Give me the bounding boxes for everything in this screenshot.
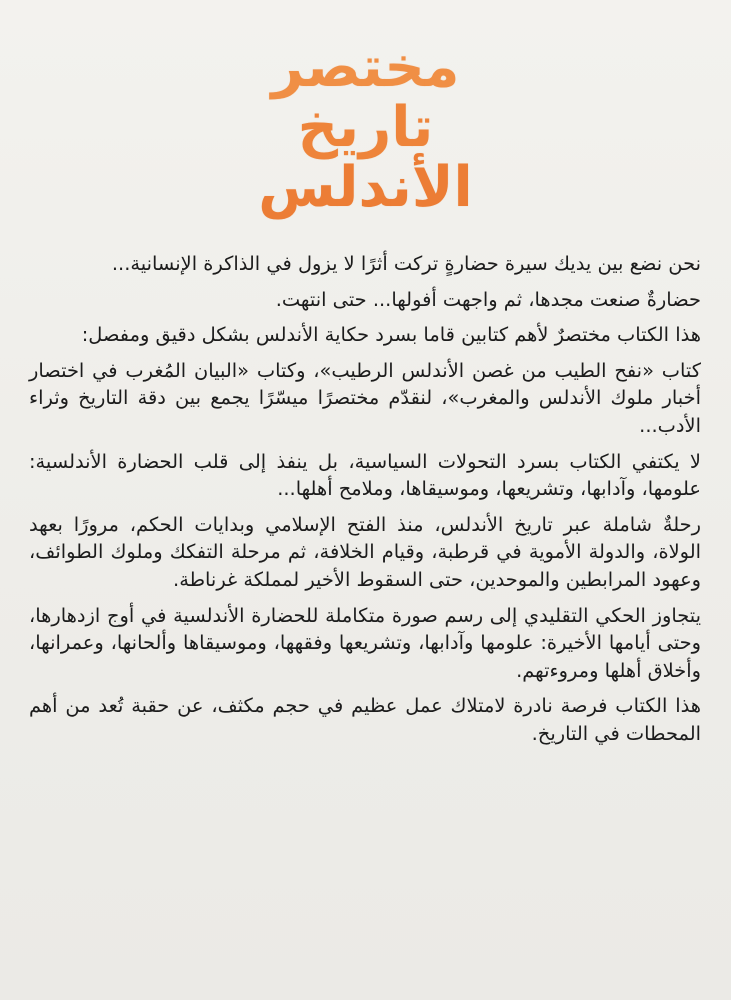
- paragraph-rare-opportunity: هذا الكتاب فرصة نادرة لامتلاك عمل عظيم في حجم مكثف، عن حقبة تُعد من أهم المحطات في التاريخ.: [29, 694, 701, 745]
- paragraph-source-books: كتاب «نفح الطيب من غصن الأندلس الرطيب»، وكتاب «البيان المُغرب في اختصار أخبار ملوك الأندلس والمغرب»، لنقدّم مختصرًا ميسّرًا يجمع بين دقة التاريخ وثراء الأدب...: [29, 358, 701, 437]
- title-line-3: الأندلس: [258, 155, 473, 220]
- title-line-1: مختصر: [271, 35, 460, 100]
- paragraph-intro: نحن نضع بين يديك سيرة حضارةٍ تركت أثرًا لا يزول في الذاكرة الإنسانية...: [111, 252, 701, 275]
- title-line-2: تاريخ: [297, 95, 434, 160]
- paragraph-beyond-politics: لا يكتفي الكتاب بسرد التحولات السياسية، بل ينفذ إلى قلب الحضارة الأندلسية: علومها، وآدابها، وتشريعها، وموسيقاها، وملامح أهلها...: [29, 449, 701, 501]
- paragraph-full-picture: يتجاوز الحكي التقليدي إلى رسم صورة متكاملة للحضارة الأندلسية في أوج ازدهارها، وحتى أيامها الأخيرة: علومها وآدابها، وتشريعها وفقهها، وموسيقاها وألحانها، وعمرانها، وأخلاق أهلها ومروءتهم.: [29, 603, 701, 682]
- paragraph-civilization: حضارةٌ صنعت مجدها، ثم واجهت أفولها... حتى انتهت.: [275, 287, 701, 311]
- book-title: [0, 35, 731, 220]
- paragraph-summary-of-books: هذا الكتاب مختصرٌ لأهم كتابين قاما بسرد حكاية الأندلس بشكل دقيق ومفصل:: [81, 323, 701, 347]
- paragraph-journey: رحلةٌ شاملة عبر تاريخ الأندلس، منذ الفتح الإسلامي وبدايات الحكم، مرورًا بعهد الولاة، والدولة الأموية في قرطبة، وقيام الخلافة، ثم مرحلة التفكك وملوك الطوائف، وعهود المرابطين والموحدين، حتى السقوط الأخير لمملكة غرناطة.: [29, 512, 701, 591]
- blurb-text: [29, 250, 701, 756]
